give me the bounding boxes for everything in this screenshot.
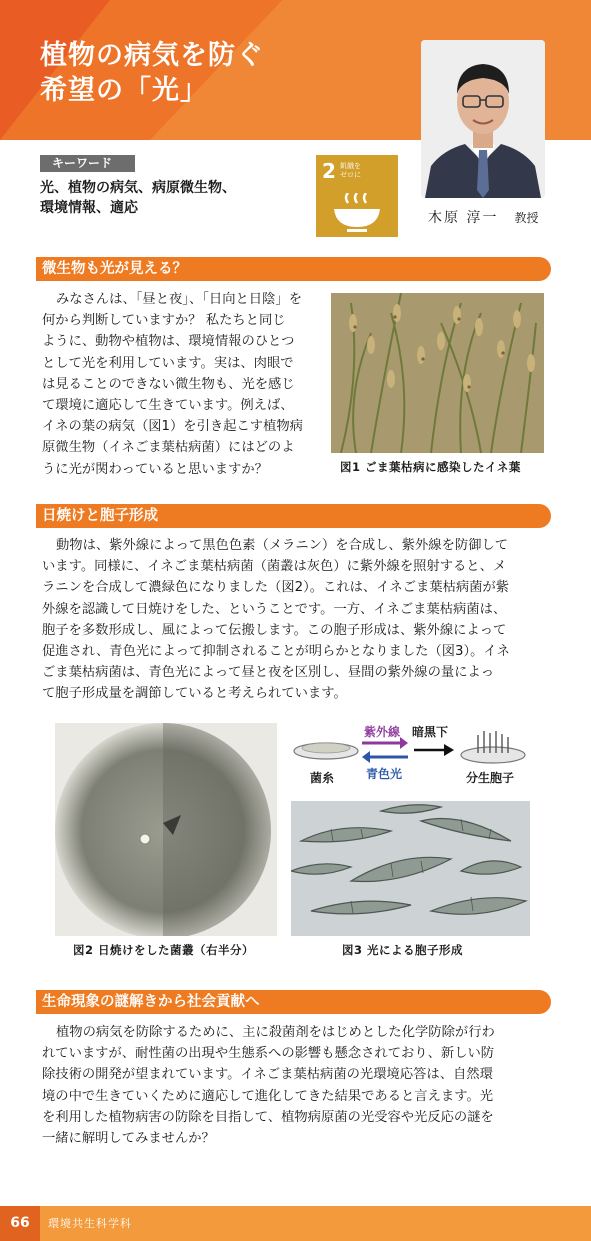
sdg-badge: 2 飢餓を ゼロに <box>316 155 398 237</box>
fig1-caption: 図1 ごま葉枯病に感染したイネ葉 <box>340 460 521 474</box>
professor-photo <box>421 40 545 198</box>
spores-photo <box>291 801 530 936</box>
fig3-caption: 図3 光による胞子形成 <box>342 943 464 957</box>
uv-label: 紫外線 <box>364 725 401 739</box>
keyword-list: 光、植物の病気、病原微生物、 環境情報、適応 <box>40 180 236 216</box>
sporulation-diagram <box>288 723 538 793</box>
keyword-label: キーワード <box>40 155 135 172</box>
professor-name: 木原 淳一 教授 <box>428 210 539 226</box>
page-title: 植物の病気を防ぐ 希望の「光」 <box>40 40 264 106</box>
fig2-caption: 図2 日焼けをした菌叢（右半分） <box>73 943 255 957</box>
colony-photo <box>55 723 277 936</box>
section-heading-2: 日焼けと胞子形成 <box>36 504 551 528</box>
section2-text: 動物は、紫外線によって黒色色素（メラニン）を合成し、紫外線を防御して います。同様に、イネごま葉枯病菌（菌叢は灰色）に紫外線を照射すると、メ ラニンを合成して濃緑色になりました（図2）。これは、イネごま葉枯病菌が紫 外線を認識して日焼けをした、ということです。一方、イネごま葉枯病菌は、 胞子を多数形成し、風によって伝搬します。この胞子形成は、紫外線によって 促進され、青色光によって抑制されることが明らかとなりました（図3）。イネ ごま葉枯病菌は、青色光によって昼と夜を区別し、昼間の紫外線の量によっ て胞子形成量を調節していると考えられています。 <box>42 538 510 702</box>
rice-leaf-photo <box>331 293 544 453</box>
page-number: 66 <box>0 1206 40 1241</box>
section-heading-1: 微生物も光が見える？ <box>36 257 551 281</box>
blue-light-label: 青色光 <box>366 767 403 781</box>
section3-text: 植物の病気を防除するために、主に殺菌剤をはじめとした化学防除が行わ れていますが、耐性菌の出現や生態系への影響も懸念されており、新しい防 除技術の開発が望まれています。イネごま葉枯病菌の光環境応答は、自然環 境の中で生きていくために適応して進化してきた結果であると言えます。光 を利用した植物病害の防除を目指して、植物病原菌の光受容や光反応の謎を 一緒に解明してみませんか？ <box>42 1025 495 1147</box>
section1-text: みなさんは、「昼と夜」、「日向と日陰」を 何から判断していますか？ 私たちと同じ ように、動物や植物は、環境情報のひとつ として光を利用しています。実は、肉眼で は見ることのできない微生物も、光を感じ て環境に適応して生きています。例えば、 イネの葉の病気（図1）を引き起こす植物病 原微生物（イネごま葉枯病菌）にはどのよ うに光が関わっていると思いますか？ <box>42 292 303 477</box>
section-heading-3: 生命現象の謎解きから社会貢献へ <box>36 990 551 1014</box>
mycelium-label: 菌糸 <box>310 771 335 785</box>
bowl-icon <box>332 193 382 233</box>
dark-label: 暗黒下 <box>412 725 449 739</box>
department-name: 環境共生科学科 <box>48 1217 132 1230</box>
conidia-label: 分生胞子 <box>466 771 515 785</box>
